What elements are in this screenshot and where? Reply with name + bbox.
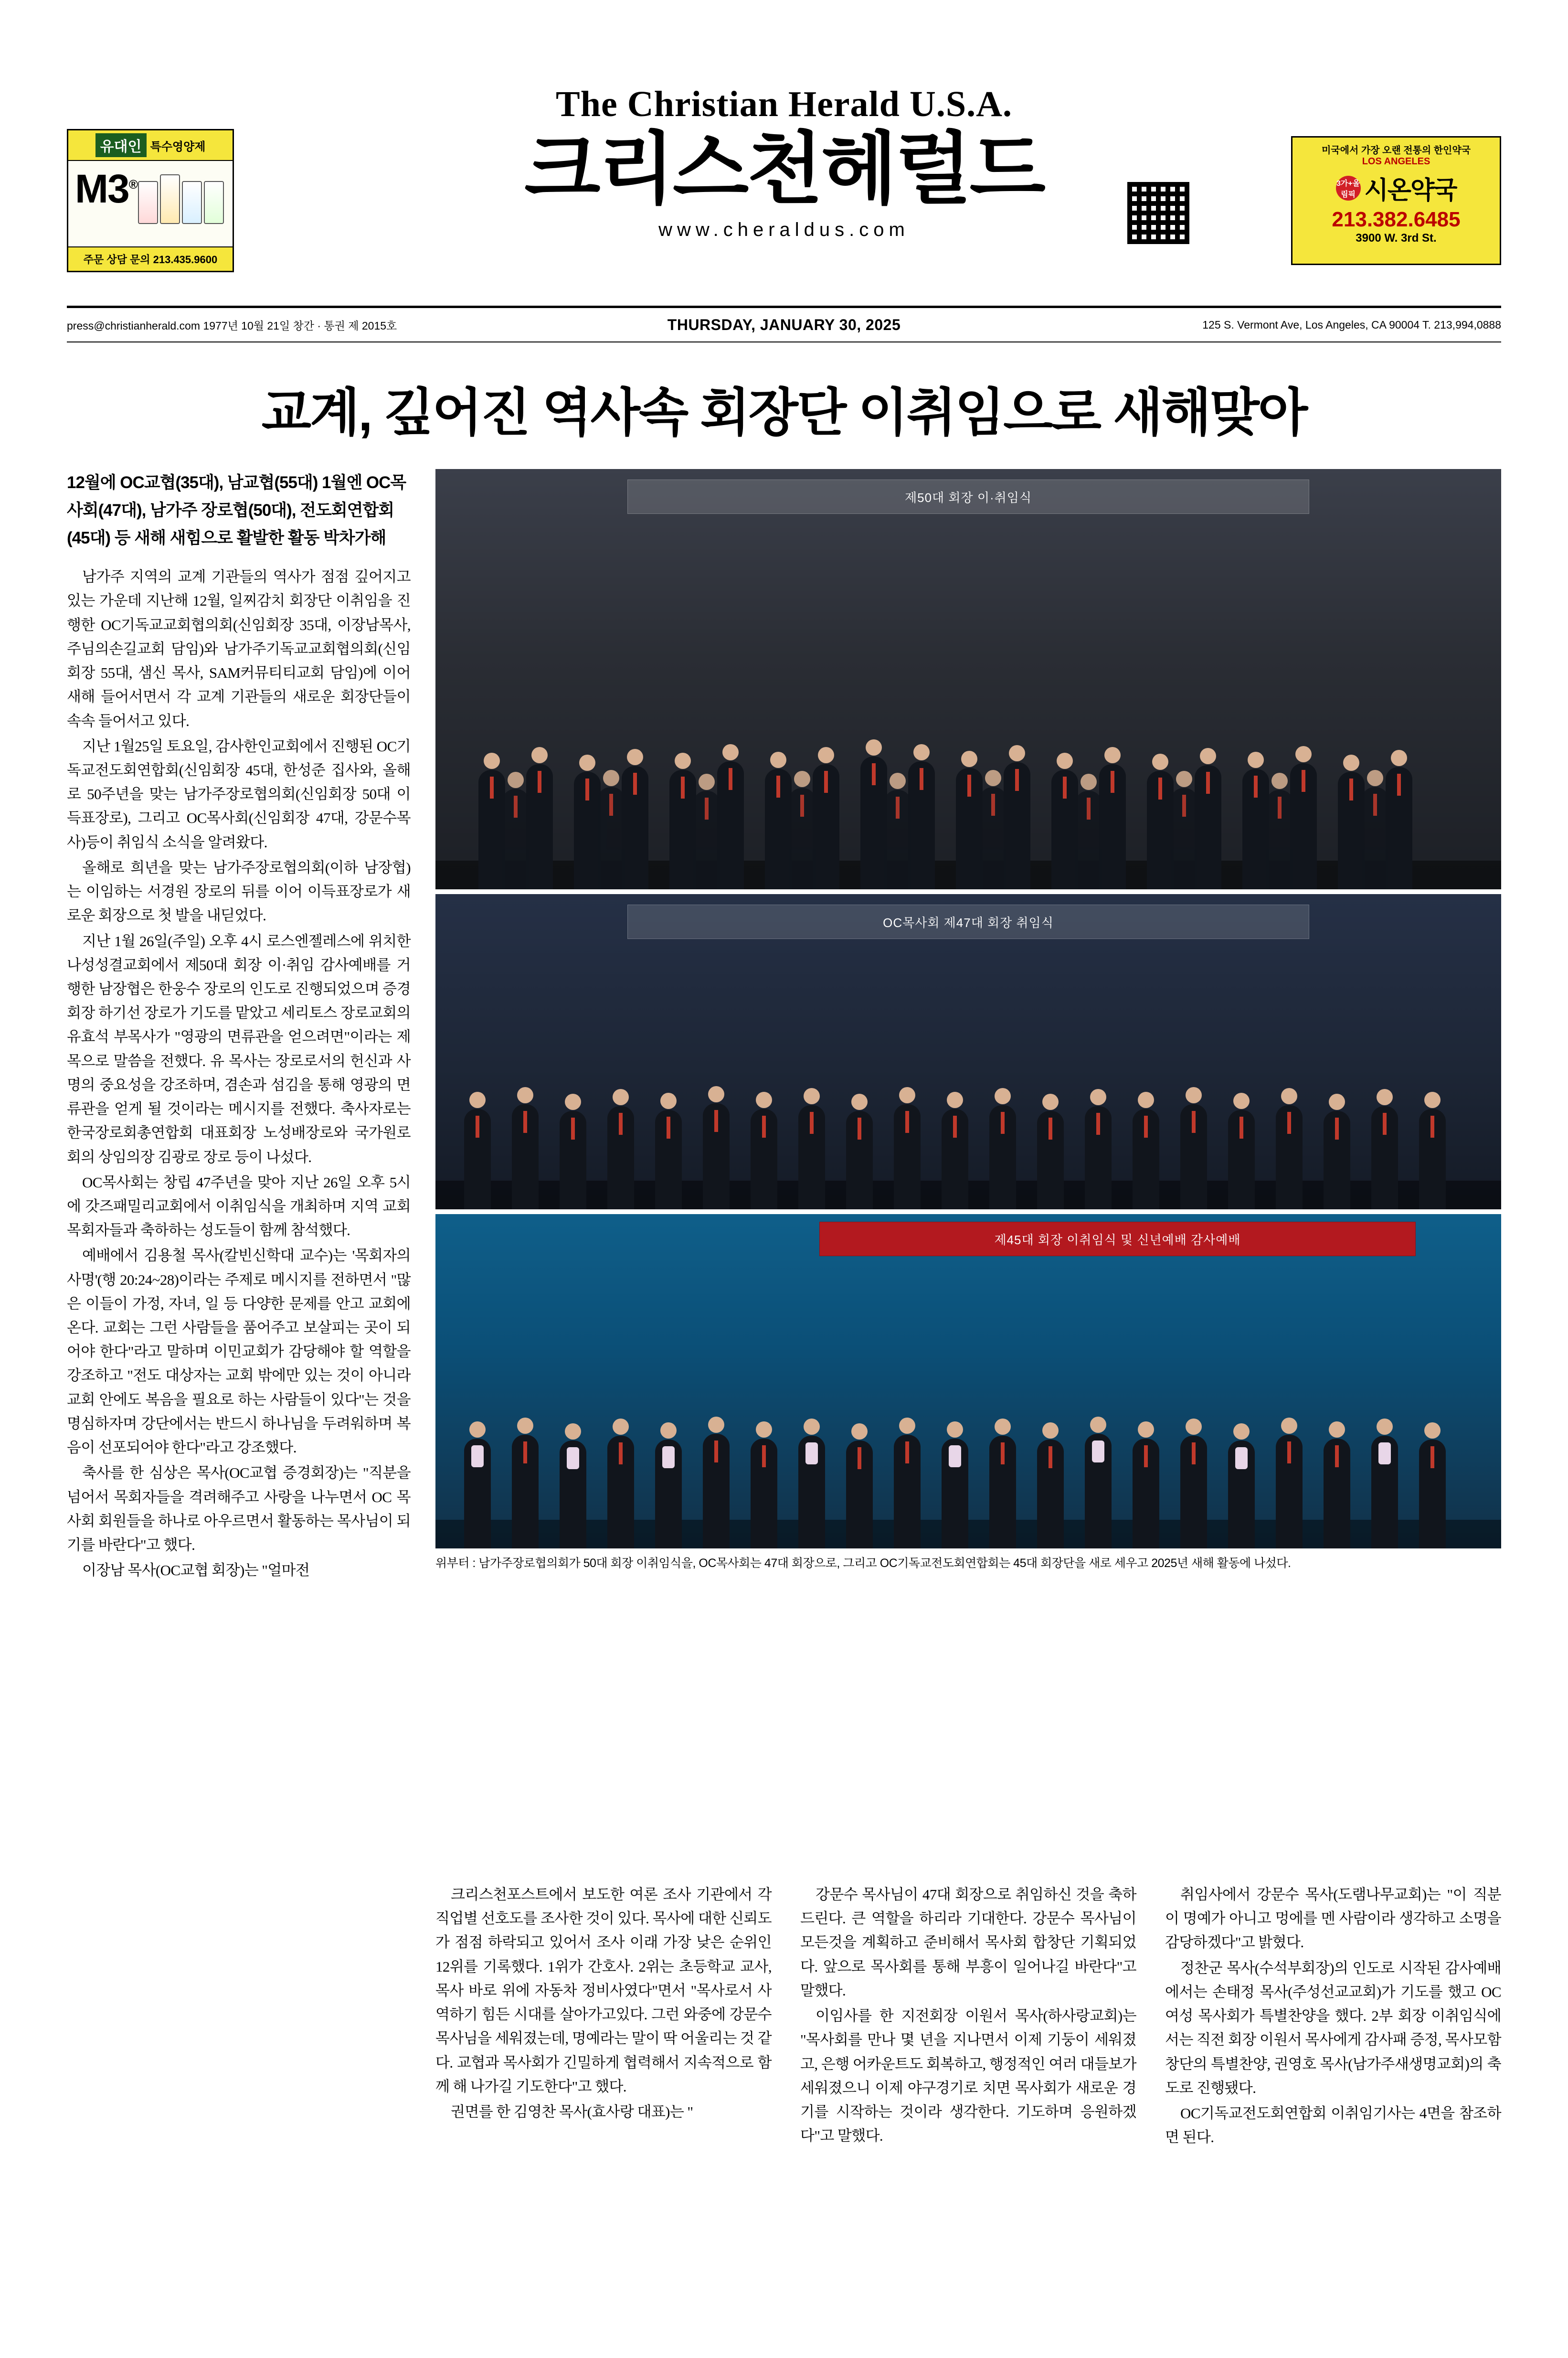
lead-column [67, 469, 411, 1584]
ad-m3-order-line: 주문 상담 문의 213.435.9600 [68, 246, 233, 271]
photo-banner-text: 제50대 회장 이·취임식 [627, 480, 1310, 514]
paragraph: 지난 1월25일 토요일, 감사한인교회에서 진행된 OC기독교전도회연합회(신임회장 45대, 한성준 집사와, 올해로 50주년을 맞는 남가주장로협의회(신임회장 50대 이득표장로), 그리고 OC목사회(신임회장 47대, 강문수목사)등이 취임식 소식을 알려왔다. [67, 737, 411, 851]
paragraph: 지난 1월 26일(주일) 오후 4시 로스엔젤레스에 위치한 나성성결교회에서 제50대 회장 이·취임 감사예배를 거행한 남장협은 한웅수 장로의 인도로 진행되었으며 증경회장 하기선 장로가 기도를 맡았고 세리토스 장로교회의 유효석 부목사가 "영광의 면류관을 얻으려면"이라는 제목으로 말씀을 전했다. 유 목사는 장로로서의 헌신과 사명의 중요성을 강조하며, 겸손과 섬김을 통해 영광의 면류관을 얻게 될 것이라는 메시지를 전했다. 축사자로는 한국장로회총연합회 대표회장 노성배장로와 국가원로회의 상임의장 김광로 장로 등이 나섰다. [67, 932, 411, 1165]
article-column-4 [1165, 1883, 1501, 2151]
photo-banner-text: 제45대 회장 이취임식 및 신년예배 감사예배 [819, 1222, 1416, 1256]
korean-title: 크리스천헤럴드 [524, 125, 1044, 213]
ad-pharmacy-tagline: 미국에서 가장 오랜 전통의 한인약국 [1321, 145, 1471, 156]
ad-m3-badge: 유대인 [95, 133, 147, 157]
paragraph: 올해로 희년을 맞는 남가주장로협의회(이하 남장협)는 이임하는 서경원 장로의 뒤를 이어 이득표장로가 새로운 회장으로 첫 발을 내딛었다. [67, 859, 411, 924]
ad-pharmacy-title-row [1293, 170, 1500, 206]
article-kicker: 12월에 OC교협(35대), 남교협(55대) 1월엔 OC목사회(47대), 남가주 장로협(50대), 전도회연합회(45대) 등 새해 새힘으로 활발한 활동 박차가해 [67, 473, 406, 547]
paragraph: OC목사회는 창립 47주년을 맞아 지난 26일 오후 5시에 갓즈패밀리교회에서 이취임식을 개최하며 지역 교회 목회자들과 축하하는 성도들이 함께 참석했다. [67, 1174, 411, 1239]
page-title: 교계, 깊어진 역사속 회장단 이취임으로 새해맞아 [261, 384, 1307, 441]
paragraph: OC기독교전도회연합회 이취임기사는 4면을 참조하면 된다. [1165, 2104, 1501, 2146]
paragraph: 크리스천포스트에서 보도한 여론 조사 기관에서 각 직업별 선호도를 조사한 것이 있다. 목사에 대한 신뢰도가 점점 하락되고 있어서 조사 이래 가장 낮은 순위인 12위를 기록했다. 1위가 간호사. 2위는 초등학교 교사, 목사 바로 위에 자동차 정비사였다"면서 "목사로서 사역하기 힘든 시대를 살아가고있다. 그런 와중에 강문수 목사님을 세워졌는데, 명예라는 말이 딱 어울리는 것 같다. 교협과 목사회가 긴밀하게 협력해서 지속적으로 함께 해 나가길 기도한다"고 했다. [435, 1886, 772, 2095]
paragraph: 이임사를 한 지전회장 이원서 목사(하사랑교회)는 "목사회를 만나 몇 년을 지나면서 이제 기둥이 세워졌고, 은행 어카운트도 회복하고, 행정적인 여러 대들보가 세워졌으니 이제 야구경기로 치면 목사회가 새로운 경기를 시작하는 것이라 생각한다. 기도하며 응원하겠다"고 말했다. [800, 2007, 1136, 2145]
website-url[interactable]: www.cheraldus.com [658, 219, 910, 241]
paragraph: 이장남 목사(OC교협 회장)는 "얼마전 [82, 1562, 310, 1579]
publication-info: press@christianherald.com 1977년 10월 21일 창간 · 통권 제 2015호 [67, 319, 397, 332]
english-title: The Christian Herald U.S.A. [556, 84, 1012, 124]
article-column-3 [800, 1883, 1136, 2151]
article-column-2 [435, 1883, 772, 2151]
photo-caption: 위부터 : 남가주장로협의회가 50대 회장 이취임식을, OC목사회는 47대 회장으로, 그리고 OC기독교전도회연합회는 45대 회장단을 새로 세우고 2025년 새해 활동에 나섰다. [435, 1557, 1291, 1570]
ad-pharmacy-name: 시온약국 [1364, 177, 1457, 204]
photo-oc-pastors-association [435, 894, 1501, 1209]
photo-crowd [435, 612, 1501, 889]
paragraph: 축사를 한 심상은 목사(OC교협 증경회장)는 "직분을 넘어서 목회자들을 격려해주고 사랑을 나누면서 OC 목사회 회원들을 하나로 아우르면서 활동하는 목사님이 되기를 바란다"고 했다. [67, 1464, 411, 1553]
article-column-1 [67, 565, 411, 1582]
paragraph: 강문수 목사님이 47대 회장으로 취임하신 것을 축하드린다. 큰 역할을 하리라 기대한다. 강문수 목사님이 모든것을 계획하고 준비해서 목사회 합창단 기획되었다. 앞으로 목사회를 통해 부흥이 일어나길 바란다"고 말했다. [800, 1886, 1136, 1999]
ad-banner-zion-pharmacy[interactable] [1291, 136, 1501, 265]
photo-crowd [435, 1328, 1501, 1548]
info-bar [67, 308, 1501, 341]
ad-m3-product-name: M3 [75, 166, 129, 211]
photo-crowd [435, 1001, 1501, 1209]
photo-evangelism-federation [435, 1214, 1501, 1548]
paragraph: 정찬군 목사(수석부회장)의 인도로 시작된 감사예배에서는 손태정 목사(주성선교교회)가 기도를 했고 OC여성 목사회가 특별찬양을 했다. 2부 회장 이취임식에서는 직전 회장 이원서 목사에게 감사패 증정, 목사모함창단의 특별찬양, 권영호 목사(남가주새생명교회)의 축도로 진행됐다. [1165, 1959, 1501, 2096]
ad-pharmacy-address: 3900 W. 3rd St. [1356, 232, 1437, 245]
masthead [0, 0, 1568, 306]
ad-pharmacy-phone: 213.382.6485 [1332, 208, 1461, 231]
paragraph: 예배에서 김용철 목사(칼빈신학대 교수)는 '목회자의 사명'(행 20:24~28)이라는 주제로 메시지를 전하면서 "많은 이들이 가정, 자녀, 일 등 다양한 문제를 안고 교회에 온다. 교회는 그런 사람들을 품어주고 보살피는 곳이 되어야 한다"라고 말하며 이민교회가 감당해야 할 역할을 강조하고 "전도 대상자는 교회 밖에만 있는 것이 아니라 교회 안에도 복음을 필요로 하는 사람들이 있다"는 것을 명심하자며 강단에서는 반드시 하나님을 두려워하며 복음이 선포되어야 한다"라고 강조했다. [67, 1247, 411, 1456]
pharmacy-cross-icon: 3가+올림픽 [1336, 176, 1361, 201]
paragraph: 취임사에서 강문수 목사(도램나무교회)는 "이 직분이 명예가 아니고 멍에를 멘 사람이라 생각하고 소명을 감당하겠다"고 밝혔다. [1165, 1886, 1501, 1951]
photo-presbyterian-association [435, 469, 1501, 889]
paragraph: 남가주 지역의 교계 기관들의 역사가 점점 깊어지고 있는 가운데 지난해 12월, 일찌감치 회장단 이취임을 진행한 OC기독교교회협의회(신임회장 35대, 이장남목사,주님의손길교회 담임)와 남가주기독교교회협의회(신임회장 55대, 샘신 목사, SAM커뮤티티교회 담임)에 이어 새해 들어서면서 각 교계 기관들의 새로운 회장단들이 속속 들어서고 있다. [67, 568, 411, 729]
photo-stack [435, 469, 1501, 1572]
paragraph: 권면를 한 김영찬 목사(효사랑 대표)는 " [451, 2103, 693, 2120]
qr-code-icon[interactable] [1124, 179, 1192, 247]
lower-columns [435, 1883, 1501, 2151]
issue-date: THURSDAY, JANUARY 30, 2025 [667, 316, 901, 333]
office-address: 125 S. Vermont Ave, Los Angeles, CA 90004 T. 213,994,0888 [1202, 318, 1502, 331]
ad-pharmacy-city: LOS ANGELES [1362, 156, 1430, 167]
divider-bottom [67, 341, 1501, 342]
ad-m3-badge-sub: 특수영양제 [150, 140, 206, 153]
photo-banner-text: OC목사회 제47대 회장 취임식 [627, 905, 1310, 939]
ad-m3-registered-mark: ® [128, 177, 137, 192]
